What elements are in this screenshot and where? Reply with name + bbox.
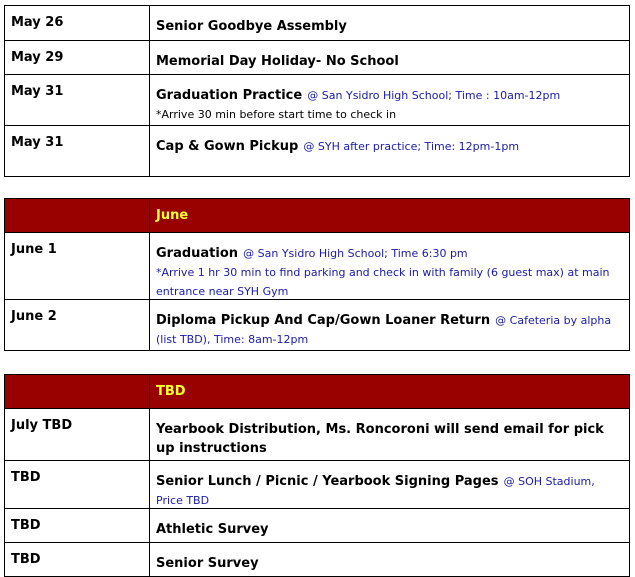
table-row bbox=[5, 300, 630, 351]
event-title: Graduation bbox=[156, 246, 239, 261]
event-detail: @ San Ysidro High School; Time : 10am-12pm bbox=[307, 89, 561, 102]
event-note: *Arrive 1 hr 30 min to find parking and check in with family (6 guest max) at main entrance near SYH Gym bbox=[156, 266, 610, 298]
event-cell bbox=[150, 75, 630, 126]
event-note: *Arrive 30 min before start time to check in bbox=[156, 108, 397, 121]
section-header-row bbox=[5, 375, 630, 409]
event-title: Senior Goodbye Assembly bbox=[156, 19, 347, 34]
schedule-table-tbd bbox=[4, 374, 630, 577]
event-title: Senior Survey bbox=[156, 556, 259, 571]
event-cell bbox=[150, 300, 630, 351]
event-title: Memorial Day Holiday- No School bbox=[156, 54, 399, 69]
date-cell: TBD bbox=[5, 509, 150, 543]
table-row bbox=[5, 461, 630, 509]
date-cell: May 29 bbox=[5, 41, 150, 75]
schedule-table-may bbox=[4, 5, 630, 177]
date-cell: May 31 bbox=[5, 126, 150, 177]
event-detail: @ SYH after practice; Time: 12pm-1pm bbox=[303, 140, 520, 153]
event-detail: @ Cafeteria by alpha (list TBD), Time: 8am-12pm bbox=[156, 314, 612, 346]
event-cell bbox=[150, 509, 630, 543]
event-title: Athletic Survey bbox=[156, 522, 269, 537]
event-cell bbox=[150, 41, 630, 75]
event-cell bbox=[150, 543, 630, 577]
event-title: Senior Lunch / Picnic / Yearbook Signing Pages bbox=[156, 474, 499, 489]
date-cell: June 1 bbox=[5, 233, 150, 300]
table-row bbox=[5, 41, 630, 75]
event-cell bbox=[150, 126, 630, 177]
event-title: Graduation Practice bbox=[156, 88, 303, 103]
table-row bbox=[5, 409, 630, 461]
date-cell: TBD bbox=[5, 543, 150, 577]
event-detail: @ San Ysidro High School; Time 6:30 pm bbox=[243, 247, 468, 260]
date-cell: May 31 bbox=[5, 75, 150, 126]
table-row bbox=[5, 75, 630, 126]
event-cell bbox=[150, 233, 630, 300]
table-row bbox=[5, 543, 630, 577]
date-cell: May 26 bbox=[5, 6, 150, 41]
table-row bbox=[5, 233, 630, 300]
event-cell bbox=[150, 6, 630, 41]
table-row bbox=[5, 126, 630, 177]
event-detail: @ SOH Stadium, Price TBD bbox=[156, 475, 595, 507]
header-blank-cell bbox=[5, 375, 150, 409]
table-row bbox=[5, 6, 630, 41]
schedule-table-june bbox=[4, 198, 630, 351]
section-header-row bbox=[5, 199, 630, 233]
event-cell bbox=[150, 461, 630, 509]
date-cell: July TBD bbox=[5, 409, 150, 461]
section-header: TBD bbox=[150, 375, 630, 409]
event-title: Cap & Gown Pickup bbox=[156, 139, 299, 154]
date-cell: TBD bbox=[5, 461, 150, 509]
header-blank-cell bbox=[5, 199, 150, 233]
event-title: Diploma Pickup And Cap/Gown Loaner Return bbox=[156, 313, 491, 328]
section-header: June bbox=[150, 199, 630, 233]
event-cell bbox=[150, 409, 630, 461]
date-cell: June 2 bbox=[5, 300, 150, 351]
event-title: Yearbook Distribution, Ms. Roncoroni will send email for pick up instructions bbox=[156, 422, 604, 456]
table-row bbox=[5, 509, 630, 543]
